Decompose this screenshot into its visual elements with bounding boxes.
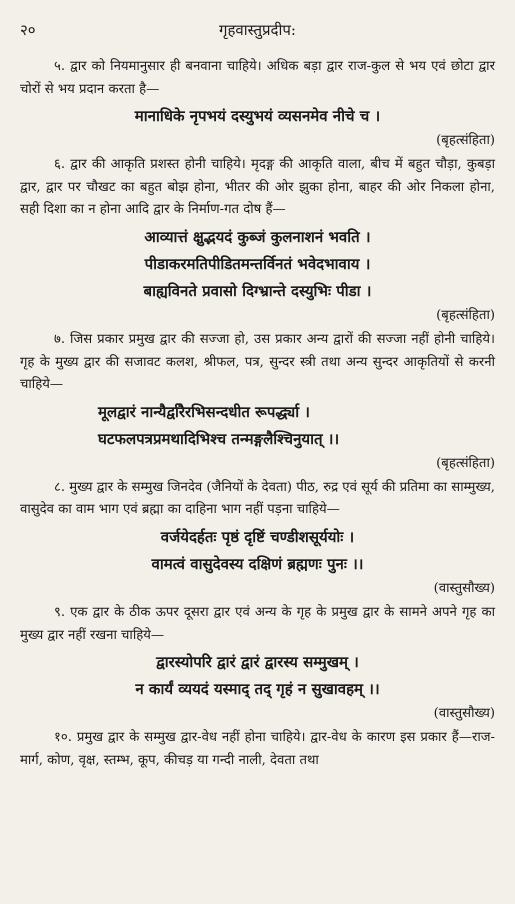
source-citation-9: (वास्तुसौख्य) bbox=[433, 706, 495, 722]
verse-6-line-2: पीडाकरमतिपीडितमन्तर्विनतं भवेदभावाय । bbox=[144, 254, 371, 273]
source-citation-5: (बृहत्संहिता) bbox=[436, 133, 495, 149]
verse-6-line-1: आव्यात्तं क्षुद्भयदं कुब्जं कुलनाशनं भवति । bbox=[144, 227, 371, 246]
source-citation-8: (वास्तुसौख्य) bbox=[433, 580, 495, 596]
verse-8-line-1: वर्जयेदर्हतः पृष्ठं दृष्टिं चण्डीशसूर्ययोः । bbox=[160, 527, 355, 546]
verse-7-line-2: घटफलपत्रप्रमथादिभिश्च तन्मङ्गलैश्चिनुयात् ।। bbox=[98, 429, 340, 448]
page-number: २० bbox=[20, 21, 36, 39]
verse-9-line-1: द्वारस्योपरि द्वारं द्वारं द्वारस्य सम्मुखम् । bbox=[156, 653, 359, 672]
paragraph-8: ८. मुख्य द्वार के सम्मुख जिनदेव (जैनियों के देवता) पीठ, रुद्र एवं सूर्य की प्रतिमा का साम्मुख्य, वासुदेव का वाम भाग एवं ब्रह्मा का दाहिना भाग नहीं पड़ना चाहिये— bbox=[20, 479, 495, 518]
page-header bbox=[20, 20, 495, 44]
source-citation-7: (बृहत्संहिता) bbox=[436, 455, 495, 471]
source-citation-6: (बृहत्संहिता) bbox=[436, 307, 495, 323]
paragraph-7: ७. जिस प्रकार प्रमुख द्वार की सज्जा हो, उस प्रकार अन्य द्वारों की सज्जा नहीं होनी चाहिये। गृह के मुख्य द्वार की सजावट कलश, श्रीफल, पत्र, सुन्दर स्त्री तथा अन्य सुन्दर आकृतियों से करनी चाहिये— bbox=[20, 331, 495, 393]
verse-5-line-1: मानाधिके नृपभयं दस्युभयं व्यसनमेव नीचे च । bbox=[134, 107, 381, 126]
verse-8-line-2: वामत्वं वासुदेवस्य दक्षिणं ब्रह्मणः पुनः ।। bbox=[151, 554, 364, 573]
paragraph-5: ५. द्वार को नियमानुसार ही बनवाना चाहिये। अधिक बड़ा द्वार राज-कुल से भय एवं छोटा द्वार चोरों से भय प्रदान करता है— bbox=[20, 59, 495, 97]
verse-6-line-3: बाह्यविनते प्रवासो दिग्भ्रान्ते दस्युभिः पीडा । bbox=[143, 281, 372, 300]
verse-7-line-1: मूलद्वारं नान्यैर्द्वारैरभिसन्दधीत रूपर्द्ध्या । bbox=[98, 402, 310, 421]
running-title: गृहवास्तुप्रदीप: bbox=[219, 21, 296, 39]
verse-9-line-2: न कार्यं व्ययदं यस्माद् तद् गृहं न सुखावहम् ।। bbox=[135, 680, 380, 699]
paragraph-10: १०. प्रमुख द्वार के सम्मुख द्वार-वेध नहीं होना चाहिये। द्वार-वेध के कारण इस प्रकार हैं—राज-मार्ग, कोण, वृक्ष, स्तम्भ, कूप, कीचड़ या गन्दी नाली, देवता तथा bbox=[20, 730, 495, 768]
paragraph-9: ९. एक द्वार के ठीक ऊपर दूसरा द्वार एवं अन्य के गृह के प्रमुख द्वार के सामने अपने गृह का मुख्य द्वार नहीं रखना चाहिये— bbox=[20, 604, 495, 643]
paragraph-6: ६. द्वार की आकृति प्रशस्त होनी चाहिये। मृदङ्ग की आकृति वाला, बीच में बहुत चौड़ा, कुबड़ा द्वार, द्वार पर चौखट का बहुत बोझ होना, भीतर की ओर झुका होना, बाहर की ओर निकला होना, सही दिशा का न होना आदि द्वार के निर्माण-गत दोष हैं— bbox=[20, 157, 495, 218]
